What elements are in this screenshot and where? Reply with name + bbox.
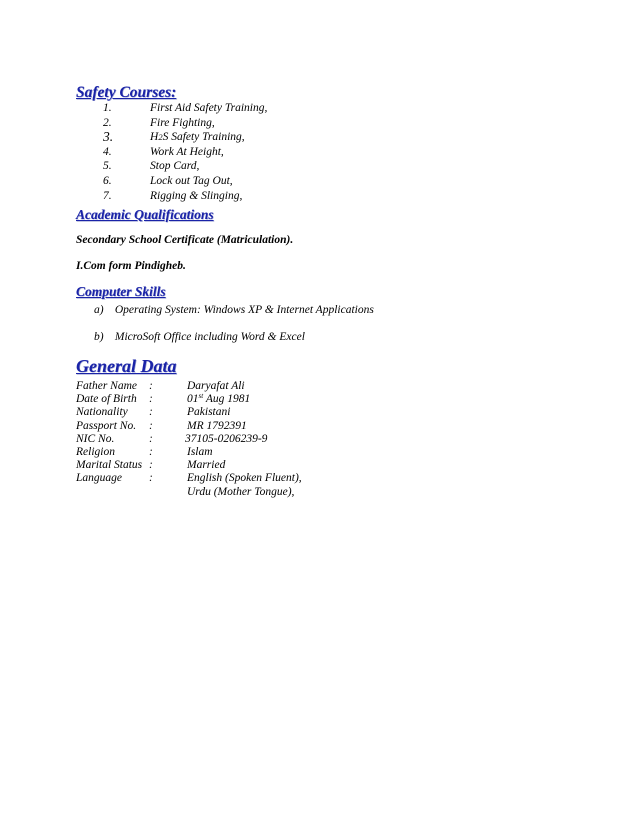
list-item: [0, 159, 638, 174]
field-label: NIC No.: [76, 432, 115, 445]
dob-day: 01: [187, 393, 199, 406]
list-item: [0, 116, 638, 131]
field-colon: :: [149, 432, 153, 445]
field-value: Islam: [187, 445, 213, 458]
dob-month-year: Aug 1981: [203, 393, 251, 406]
list-item-number: 7.: [103, 189, 112, 202]
list-item-text: Work At Height,: [150, 145, 224, 158]
field-value: MR 1792391: [187, 419, 247, 432]
skill-item-text: MicroSoft Office including Word & Excel: [114, 331, 305, 343]
dob-day-suffix: st: [198, 392, 204, 401]
field-colon: :: [149, 406, 153, 419]
field-colon: :: [149, 445, 153, 458]
general-data-table: [76, 380, 476, 499]
field-label: Nationality: [76, 406, 128, 419]
table-row: [76, 420, 476, 433]
skill-item-text: Operating System: Windows XP & Internet Applications: [114, 304, 374, 316]
field-value: 37105-0206239-9: [185, 432, 268, 445]
field-colon: :: [149, 380, 153, 392]
list-item-number: 2.: [103, 116, 112, 129]
table-row: [76, 406, 476, 419]
table-row: [76, 486, 476, 499]
list-item: [0, 101, 638, 116]
field-label: Marital Status: [76, 459, 143, 472]
computer-skills-heading: Computer Skills: [76, 284, 166, 299]
field-colon: :: [149, 472, 153, 485]
safety-courses-list: [0, 101, 638, 203]
skill-item-label: b): [94, 331, 104, 343]
academic-qualifications-heading: Academic Qualifications: [76, 207, 214, 222]
field-value: Urdu (Mother Tongue),: [187, 485, 295, 498]
table-row: [76, 393, 476, 406]
field-label: Language: [76, 472, 122, 485]
field-value: [187, 393, 250, 406]
table-row: [76, 380, 476, 393]
list-item-number: 6.: [103, 174, 112, 187]
list-item-number: 4.: [103, 145, 112, 158]
table-row: [76, 459, 476, 472]
field-value: Daryafat Ali: [187, 380, 245, 392]
table-row: [76, 446, 476, 459]
list-item-text: Stop Card,: [150, 160, 200, 173]
list-item: [0, 174, 638, 189]
skill-item-label: a): [94, 304, 104, 316]
list-item-number: 3.: [103, 129, 114, 145]
qualification-item: I.Com form Pindigheb.: [76, 260, 186, 272]
h2s-suffix: S Safety Training,: [162, 131, 245, 144]
safety-courses-heading: Safety Courses:: [76, 84, 177, 101]
field-colon: :: [149, 459, 153, 472]
list-item-text: Rigging & Slinging,: [150, 189, 243, 202]
list-item-number: 1.: [103, 102, 112, 114]
field-value: Pakistani: [187, 406, 231, 419]
table-row: [76, 433, 476, 446]
list-item-text: First Aid Safety Training,: [150, 102, 268, 114]
field-value: Married: [187, 459, 226, 472]
field-colon: :: [149, 419, 153, 432]
qualification-item: Secondary School Certificate (Matriculation).: [76, 234, 294, 246]
field-label: Date of Birth: [76, 393, 137, 406]
list-item: [0, 130, 638, 145]
list-item-text: Fire Fighting,: [150, 116, 215, 129]
field-label: Religion: [76, 445, 115, 458]
h2s-prefix: H: [150, 131, 159, 144]
list-item-text: [150, 130, 245, 145]
list-item: [0, 189, 638, 204]
field-colon: :: [149, 393, 153, 406]
h2s-subscript: 2: [158, 132, 163, 143]
field-label: Passport No.: [76, 419, 137, 432]
skill-item: [94, 304, 374, 316]
list-item: [0, 145, 638, 160]
list-item-text: Lock out Tag Out,: [150, 174, 233, 187]
field-label: Father Name: [76, 380, 138, 392]
list-item-number: 5.: [103, 160, 112, 173]
table-row: [76, 472, 476, 485]
field-value: English (Spoken Fluent),: [187, 472, 302, 485]
skill-item: [94, 331, 305, 343]
general-data-heading: General Data: [76, 356, 177, 376]
